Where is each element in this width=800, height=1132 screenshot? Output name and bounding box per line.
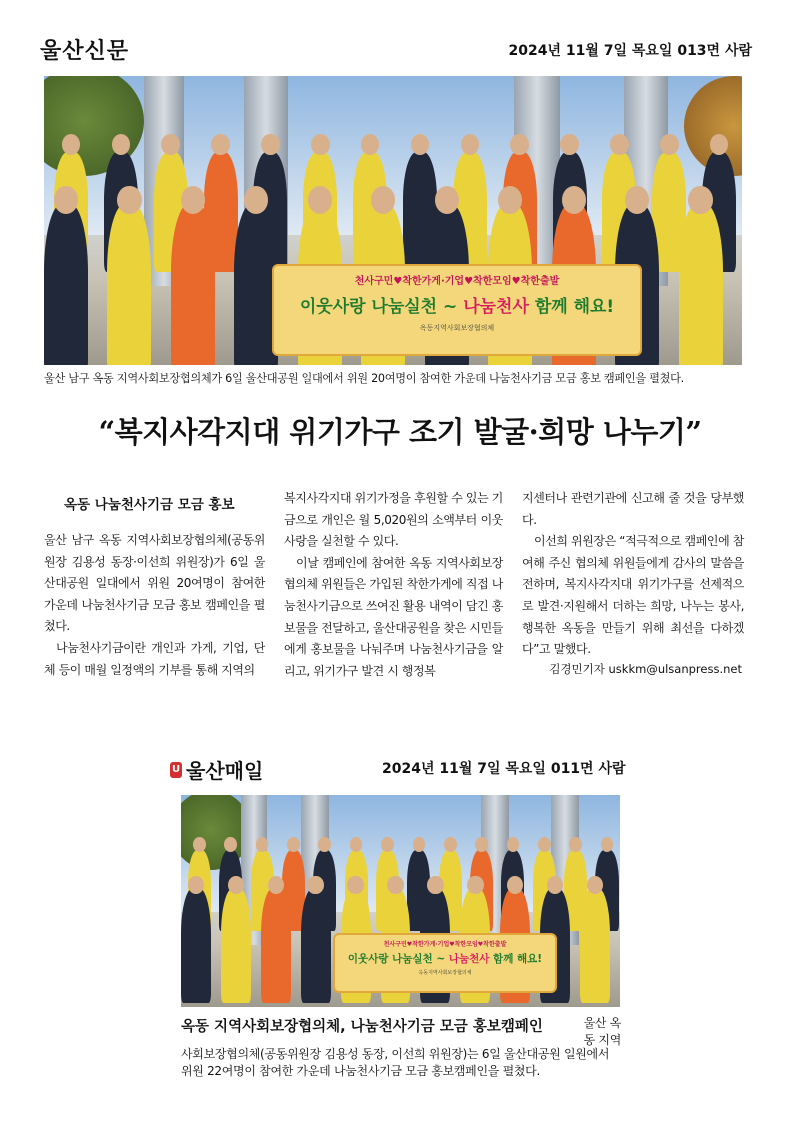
ulsan-maeil-logo-icon: U	[170, 762, 182, 778]
person-head	[307, 876, 323, 895]
caption-title-2: 옥동 지역사회보장협의체, 나눔천사기금 모금 홍보캠페인	[181, 1019, 543, 1035]
article-column-1	[44, 530, 265, 681]
person-head	[54, 186, 78, 214]
person-head	[371, 186, 395, 214]
person-head	[211, 134, 230, 156]
person-head	[625, 186, 649, 214]
campaign-banner-2: 천사구민♥착한가게·기업♥착한모임♥착한출발 이웃사랑 나눔실천 ~ 나눔천사 함께 해요! 옥동지역사회보장협의체	[333, 933, 557, 993]
paragraph: 이날 캠페인에 참여한 옥동 지역사회보장협의체 위원들은 가입된 착한가게에 직접 나눔천사기금으로 쓰여진 활용 내역이 담긴 홍보물을 전달하고, 울산대공원을 찾은 시민들에게 홍보물을 나눠주며 나눔천사기금을 알리고, 위기가구 발견 시 행정복	[284, 555, 503, 678]
campaign-photo-2	[181, 795, 620, 1007]
person-head	[498, 186, 522, 214]
person-figure	[181, 888, 211, 1004]
campaign-banner-1: 천사구민♥착한가게·기업♥착한모임♥착한출발 이웃사랑 나눔실천 ~ 나눔천사 함께 해요! 옥동지역사회보장협의체	[272, 264, 642, 356]
person-head	[538, 837, 551, 852]
person-head	[427, 876, 443, 895]
dateline-2: 2024년 11월 7일 목요일 011면 사람	[382, 761, 626, 777]
person-head	[347, 876, 363, 895]
person-head	[507, 837, 520, 852]
person-head	[287, 837, 300, 852]
person-head	[308, 186, 332, 214]
subhead: 옥동 나눔천사기금 모금 홍보	[64, 497, 235, 513]
caption-side-2: 울산 옥동 지역	[583, 1016, 621, 1047]
person-head	[311, 134, 330, 156]
person-head	[117, 186, 141, 214]
person-head	[569, 837, 582, 852]
person-head	[387, 876, 403, 895]
person-head	[562, 186, 586, 214]
person-head	[381, 837, 394, 852]
person-figure	[679, 204, 723, 365]
person-figure	[221, 888, 251, 1004]
masthead-ulsan-shinmun: 울산신문	[40, 38, 130, 64]
person-figure	[580, 888, 610, 1004]
person-head	[224, 837, 237, 852]
person-figure	[301, 888, 331, 1004]
article-column-2	[284, 488, 503, 682]
person-head	[413, 837, 426, 852]
person-head	[193, 837, 206, 852]
person-head	[244, 186, 268, 214]
person-head	[475, 837, 488, 852]
person-head	[181, 186, 205, 214]
photo-caption-1: 울산 남구 옥동 지역사회보장협의체가 6일 울산대공원 일대에서 위원 20여명이 참여한 가운데 나눔천사기금 모금 홍보 캠페인을 펼쳤다.	[44, 372, 684, 385]
dateline-1: 2024년 11월 7일 목요일 013면 사람	[508, 43, 752, 59]
person-figure	[171, 204, 215, 365]
person-head	[610, 134, 629, 156]
paragraph: 나눔천사기금이란 개인과 가게, 기업, 단체 등이 매월 일정액의 기부를 통해 지역의	[44, 640, 265, 677]
article-column-3	[522, 488, 744, 661]
person-figure	[44, 204, 88, 365]
person-figure	[107, 204, 151, 365]
byline: 김경민기자 uskkm@ulsanpress.net	[549, 662, 742, 676]
masthead-ulsan-maeil: U 울산매일	[171, 759, 264, 783]
person-head	[660, 134, 679, 156]
campaign-photo-1	[44, 76, 742, 365]
paragraph: 울산 남구 옥동 지역사회보장협의체(공동위원장 김용성 동장·이선희 위원장)가 6일 울산대공원 일대에서 위원 20여명이 참여한 가운데 나눔천사기금 모금 홍보 캠페인을 펼쳤다.	[44, 533, 265, 634]
paragraph: 지센터나 관련기관에 신고해 줄 것을 당부했다.	[522, 491, 744, 527]
paragraph: 복지사각지대 위기가정을 후원할 수 있는 기금으로 개인은 월 5,020원의 소액부터 이웃사랑을 실천할 수 있다.	[284, 491, 503, 549]
person-head	[261, 134, 280, 156]
person-figure	[261, 888, 291, 1004]
person-head	[688, 186, 712, 214]
person-head	[435, 186, 459, 214]
caption-text-2: 사회보장협의체(공동위원장 김용성 동장, 이선희 위원장)는 6일 울산대공원 일원에서 위원 22여명이 참여한 가운데 나눔천사기금 모금 홍보캠페인을 펼쳤다.	[181, 1047, 610, 1078]
person-head	[467, 876, 483, 895]
person-head	[444, 837, 457, 852]
headline: “복지사각지대 위기가구 조기 발굴·희망 나누기”	[98, 415, 702, 449]
paragraph: 이선희 위원장은 “적극적으로 캠페인에 참여해 주신 협의체 위원들에게 감사의 말씀을 전하며, 복지사각지대 위기가구를 선제적으로 발견·지원해서 더하는 희망, 나누는 봉사, 행복한 옥동을 만들기 위해 최선을 다하겠다”고 말했다.	[522, 534, 744, 657]
person-head	[560, 134, 579, 156]
